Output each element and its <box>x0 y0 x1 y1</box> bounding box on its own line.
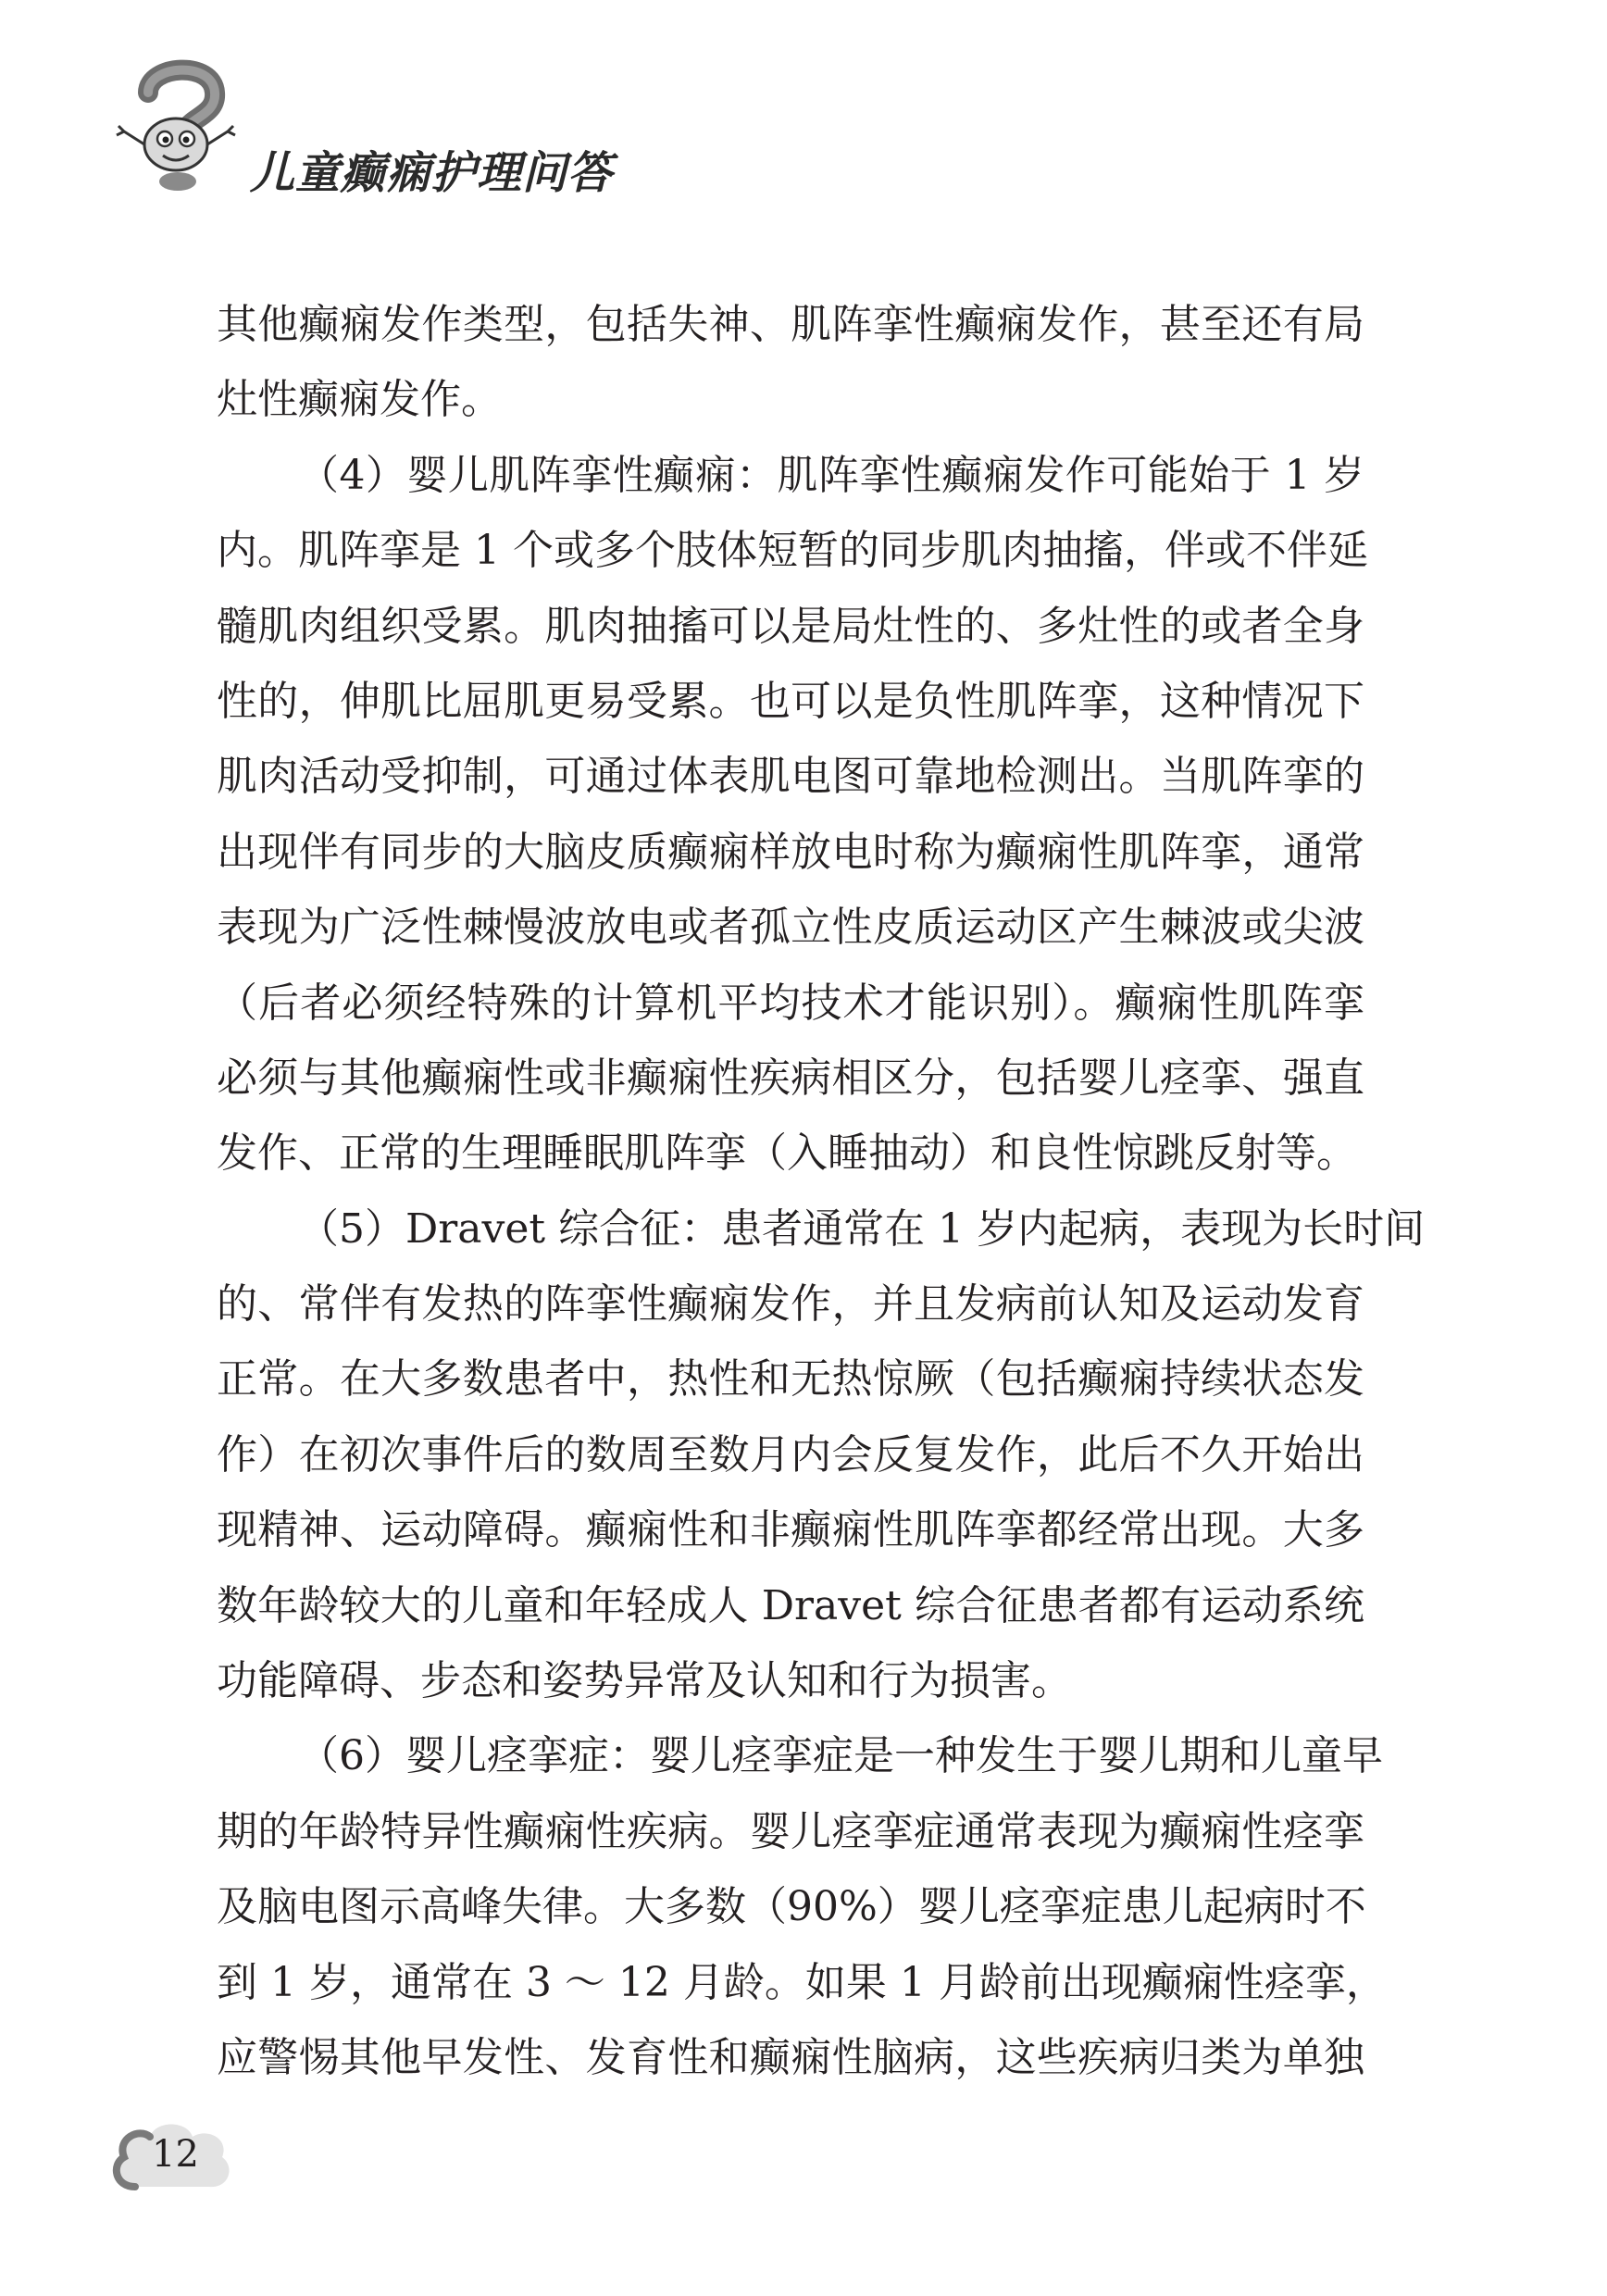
text-line: 及脑电图示高峰失律。大多数（90%）婴儿痉挛症患儿起病时不 <box>217 1883 1366 1931</box>
text-line: 数年龄较大的儿童和年轻成人 Dravet 综合征患者都有运动系统 <box>217 1581 1364 1629</box>
text-line: 功能障碍、步态和姿势异常及认知和行为损害。 <box>217 1657 1072 1705</box>
text-line: 表现为广泛性棘慢波放电或者孤立性皮质运动区产生棘波或尖波 <box>217 904 1364 952</box>
page-number: 12 <box>152 2133 199 2176</box>
paragraph-start-line: （6）婴儿痉挛症：婴儿痉挛症是一种发生于婴儿期和儿童早 <box>298 1732 1383 1780</box>
page-number-badge <box>107 2111 237 2203</box>
text-line: 应警惕其他早发性、发育性和癫痫性脑病，这些疾病归类为单独 <box>217 2033 1364 2081</box>
text-line: （后者必须经特殊的计算机平均技术才能识别）。癫痫性肌阵挛 <box>217 979 1364 1027</box>
paragraph-start-line: （5）Dravet 综合征：患者通常在 1 岁内起病，表现为长时间 <box>298 1204 1426 1253</box>
text-line: 灶性癫痫发作。 <box>217 376 502 424</box>
text-line: 必须与其他癫痫性或非癫痫性疾病相区分，包括婴儿痉挛、强直 <box>217 1054 1364 1102</box>
text-line: 期的年龄特异性癫痫性疾病。婴儿痉挛症通常表现为癫痫性痉挛 <box>217 1807 1364 1855</box>
body-text <box>217 287 1426 2095</box>
text-line: 其他癫痫发作类型，包括失神、肌阵挛性癫痫发作，甚至还有局 <box>217 301 1364 348</box>
header-title: 儿童癫痫护理问答 <box>250 147 614 199</box>
text-line: 作）在初次事件后的数周至数月内会反复发作，此后不久开始出 <box>217 1430 1364 1479</box>
text-line: 肌肉活动受抑制，可通过体表肌电图可靠地检测出。当肌阵挛的 <box>217 753 1364 801</box>
text-line: 的、常伴有发热的阵挛性癫痫发作，并且发病前认知及运动发育 <box>217 1280 1364 1329</box>
text-line: 内。肌阵挛是 1 个或多个肢体短暂的同步肌肉抽搐，伴或不伴延 <box>217 527 1368 575</box>
question-mark-mascot-icon <box>111 56 241 194</box>
text-line: 髓肌肉组织受累。肌肉抽搐可以是局灶性的、多灶性的或者全身 <box>217 602 1364 650</box>
text-line: 性的，伸肌比屈肌更易受累。也可以是负性肌阵挛，这种情况下 <box>217 677 1364 725</box>
running-header <box>111 56 629 199</box>
text-line: 正常。在大多数患者中，热性和无热惊厥（包括癫痫持续状态发 <box>217 1355 1364 1404</box>
text-line: 出现伴有同步的大脑皮质癫痫样放电时称为癫痫性肌阵挛，通常 <box>217 828 1364 876</box>
text-line: 发作、正常的生理睡眠肌阵挛（入睡抽动）和良性惊跳反射等。 <box>217 1129 1357 1178</box>
paragraph-start-line: （4）婴儿肌阵挛性癫痫：肌阵挛性癫痫发作可能始于 1 岁 <box>298 451 1364 499</box>
text-line: 到 1 岁，通常在 3 ～ 12 月龄。如果 1 月龄前出现癫痫性痉挛， <box>217 1958 1387 2006</box>
text-line: 现精神、运动障碍。癫痫性和非癫痫性肌阵挛都经常出现。大多 <box>217 1506 1364 1554</box>
